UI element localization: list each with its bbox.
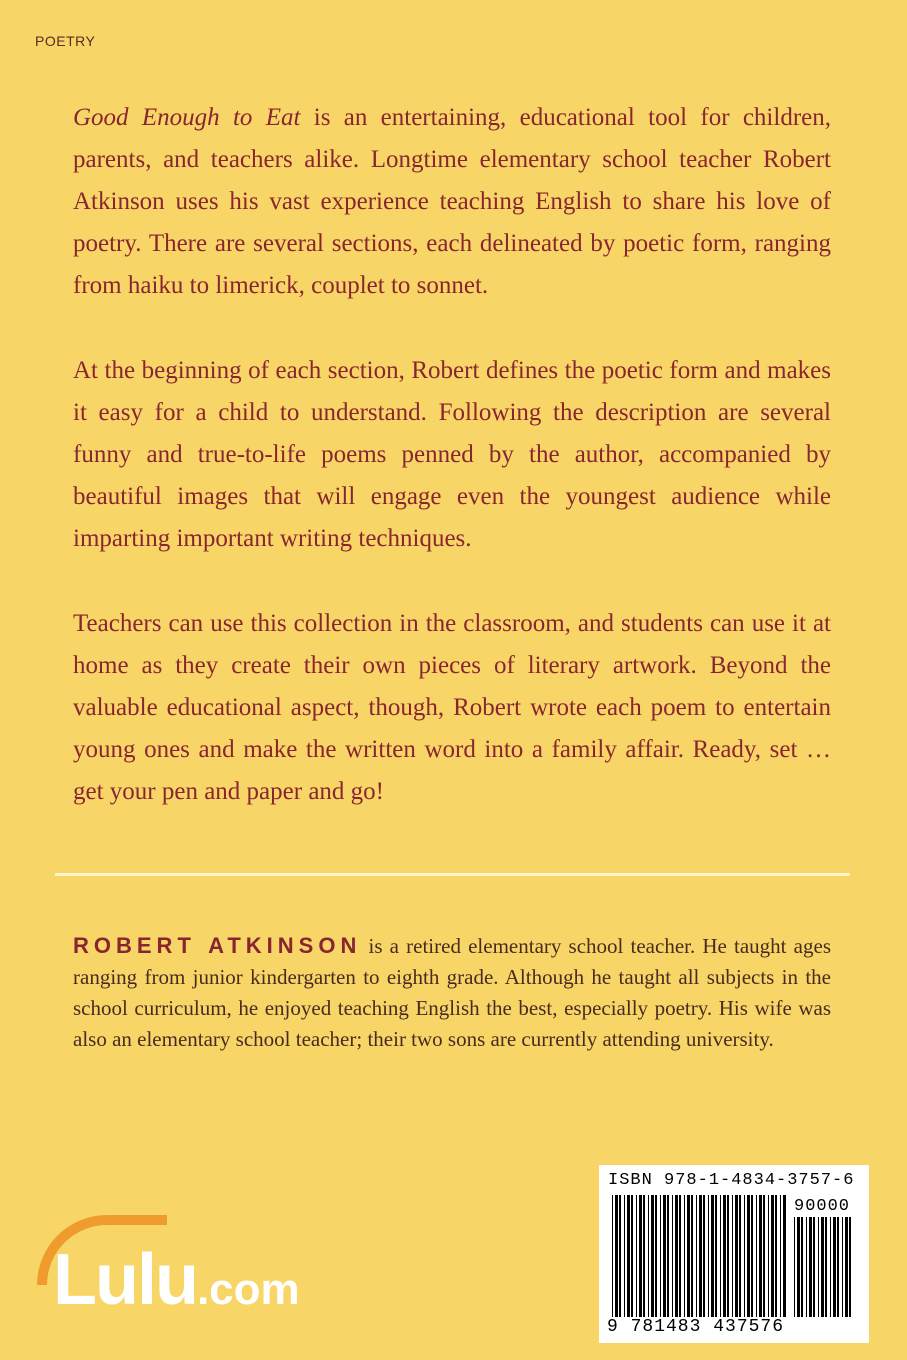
isbn-barcode <box>599 1165 869 1343</box>
author-bio-text: is a retired elementary school teacher. He taught ages ranging from junior kindergarten to eighth grade. Although he taught all subjects in the school curriculum, he enjoyed teaching English the best, especially poetry. His wife was also an elementary school teacher; their two sons are currently attending university. <box>73 934 831 1051</box>
author-name: ROBERT ATKINSON <box>73 933 362 958</box>
blurb-paragraph-2: At the beginning of each section, Robert defines the poetic form and makes it easy for a child to understand. Following the description are several funny and true-to-life poems penned by the author, accompanied by beautiful images that will engage even the youngest audience while imparting important writing techniques. <box>73 357 831 552</box>
blurb-paragraph-1 <box>73 97 831 307</box>
book-title: Good Enough to Eat <box>73 104 301 131</box>
lulu-wordmark-suffix: .com <box>196 1265 300 1314</box>
lulu-logo <box>33 1215 323 1335</box>
blurb-paragraph-1-text: is an entertaining, educational tool for children, parents, and teachers alike. Longtime elementary school teacher Robert Atkinson uses his vast experience teaching English to share his love of poetry. There are several sections, each delineated by poetic form, ranging from haiku to limerick, couplet to sonnet. <box>73 104 831 299</box>
section-divider <box>55 873 850 876</box>
isbn-label: ISBN 978-1-4834-3757-6 <box>608 1171 855 1190</box>
lulu-wordmark-main: Lulu <box>53 1240 197 1320</box>
genre-label: POETRY <box>35 33 96 49</box>
blurb-paragraph-3: Teachers can use this collection in the classroom, and students can use it at home as they create their own pieces of literary artwork. Beyond the valuable educational aspect, though, Robert wrote each poem to entertain young ones and make the written word into a family affair. Ready, set … get your pen and paper and go! <box>73 610 831 805</box>
author-bio <box>73 930 831 1055</box>
price-code: 90000 <box>794 1197 851 1216</box>
lulu-wordmark <box>53 1239 300 1321</box>
barcode-bars-icon <box>612 1195 788 1317</box>
barcode-digits: 9 781483 437576 <box>607 1317 785 1337</box>
addon-barcode-bars-icon <box>794 1217 856 1317</box>
